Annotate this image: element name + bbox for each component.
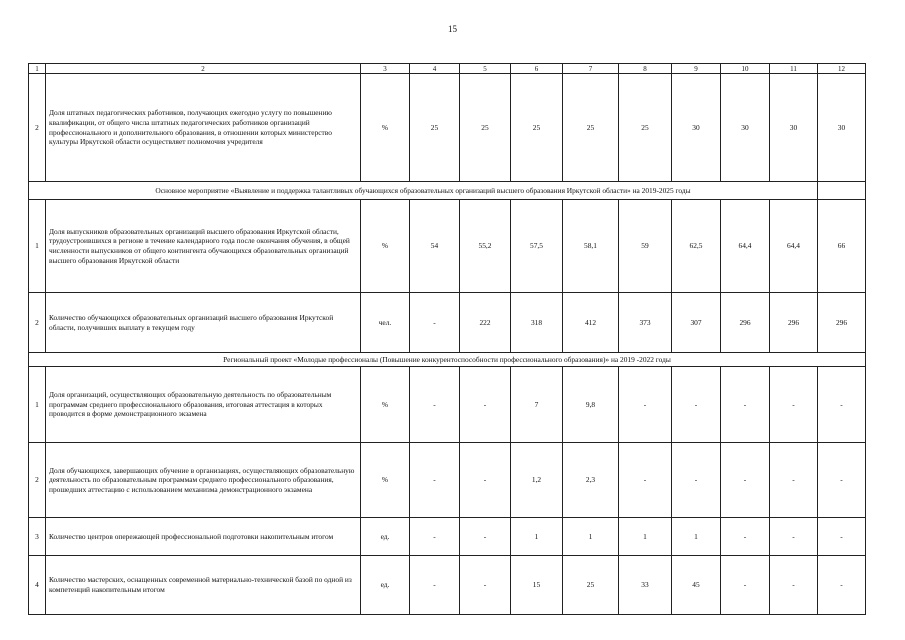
table-row: [29, 556, 866, 615]
value-cell: 54: [410, 200, 460, 293]
value-cell: -: [770, 556, 818, 615]
unit-cell: ед.: [361, 556, 410, 615]
section-header-row: [29, 182, 866, 200]
value-cell: -: [460, 518, 511, 556]
indicator-description: Доля обучающихся, завершающих обучение в организациях, осуществляющих образовательную деятельность по образовательным программам среднего профессионального образования, прошедших аттестацию с использованием механизма демонстрационного экзамена: [46, 443, 361, 518]
value-cell: -: [619, 367, 672, 443]
value-cell: 1: [511, 518, 563, 556]
value-cell: 30: [770, 74, 818, 182]
indicator-description: Доля выпускников образовательных организаций высшего образования Иркутской области, трудоустроившихся в регионе в течение календарного года после окончания обучения, в общей численности выпускников от общего контингента обучающихся образовательных организаций высшего образования Иркутской области: [46, 200, 361, 293]
value-cell: 15: [511, 556, 563, 615]
value-cell: 30: [721, 74, 770, 182]
empty-cell: [818, 182, 866, 200]
section-title: Региональный проект «Молодые профессионалы (Повышение конкурентоспособности профессионального образования)» на 2019 -2022 годы: [29, 353, 866, 367]
table-row: [29, 443, 866, 518]
value-cell: -: [721, 518, 770, 556]
value-cell: -: [721, 556, 770, 615]
indicator-description: Доля штатных педагогических работников, получающих ежегодно услугу по повышению квалификации, от общего числа штатных педагогических работников организаций профессионального и дополнительного образования, в отношении которых министерство культуры Иркутской области осуществляет полномочия учредителя: [46, 74, 361, 182]
row-number: 2: [29, 74, 46, 182]
table-row: [29, 293, 866, 353]
table-row: [29, 74, 866, 182]
unit-cell: %: [361, 74, 410, 182]
value-cell: 57,5: [511, 200, 563, 293]
value-cell: 62,5: [672, 200, 721, 293]
table-row: [29, 367, 866, 443]
value-cell: 9,8: [563, 367, 619, 443]
value-cell: -: [672, 367, 721, 443]
value-cell: -: [818, 367, 866, 443]
value-cell: 66: [818, 200, 866, 293]
value-cell: 45: [672, 556, 721, 615]
value-cell: 25: [460, 74, 511, 182]
value-cell: 25: [619, 74, 672, 182]
value-cell: -: [770, 367, 818, 443]
row-number: 2: [29, 443, 46, 518]
column-number: 3: [361, 64, 410, 74]
unit-cell: ед.: [361, 518, 410, 556]
page-number: 15: [448, 24, 457, 34]
value-cell: 55,2: [460, 200, 511, 293]
value-cell: -: [410, 518, 460, 556]
value-cell: 7: [511, 367, 563, 443]
value-cell: -: [460, 367, 511, 443]
section-title: Основное мероприятие «Выявление и поддержка талантливых обучающихся образовательных организаций высшего образования Иркутской области» на 2019-2025 годы: [29, 182, 818, 200]
value-cell: 33: [619, 556, 672, 615]
value-cell: 1: [619, 518, 672, 556]
value-cell: -: [460, 443, 511, 518]
value-cell: -: [818, 556, 866, 615]
value-cell: -: [770, 443, 818, 518]
value-cell: 2,3: [563, 443, 619, 518]
column-number: 11: [770, 64, 818, 74]
value-cell: 1: [563, 518, 619, 556]
indicator-description: Количество мастерских, оснащенных современной материально-технической базой по одной из компетенций накопительным итогом: [46, 556, 361, 615]
section-header-row: [29, 353, 866, 367]
indicator-description: Доля организаций, осуществляющих образовательную деятельность по образовательным программам среднего профессионального образования, итоговая аттестация в которых проводится в форме демонстрационного экзамена: [46, 367, 361, 443]
indicator-description: Количество центров опережающей профессиональной подготовки накопительным итогом: [46, 518, 361, 556]
value-cell: -: [619, 443, 672, 518]
value-cell: 58,1: [563, 200, 619, 293]
value-cell: -: [410, 443, 460, 518]
value-cell: 64,4: [721, 200, 770, 293]
value-cell: -: [672, 443, 721, 518]
value-cell: 59: [619, 200, 672, 293]
value-cell: -: [410, 556, 460, 615]
value-cell: 222: [460, 293, 511, 353]
value-cell: 30: [672, 74, 721, 182]
column-number: 7: [563, 64, 619, 74]
value-cell: 1,2: [511, 443, 563, 518]
column-number: 8: [619, 64, 672, 74]
value-cell: 64,4: [770, 200, 818, 293]
column-number: 1: [29, 64, 46, 74]
column-number: 9: [672, 64, 721, 74]
value-cell: -: [721, 367, 770, 443]
indicator-description: Количество обучающихся образовательных организаций высшего образования Иркутской области, получивших выплату в текущем году: [46, 293, 361, 353]
indicators-table: [28, 63, 866, 615]
value-cell: 25: [563, 74, 619, 182]
unit-cell: %: [361, 200, 410, 293]
value-cell: 296: [770, 293, 818, 353]
value-cell: -: [770, 518, 818, 556]
value-cell: 30: [818, 74, 866, 182]
table-row: [29, 200, 866, 293]
row-number: 1: [29, 367, 46, 443]
value-cell: 296: [721, 293, 770, 353]
value-cell: 373: [619, 293, 672, 353]
value-cell: -: [410, 367, 460, 443]
value-cell: -: [818, 443, 866, 518]
row-number: 4: [29, 556, 46, 615]
row-number: 2: [29, 293, 46, 353]
value-cell: 318: [511, 293, 563, 353]
column-number-row: [29, 64, 866, 74]
value-cell: -: [818, 518, 866, 556]
row-number: 3: [29, 518, 46, 556]
unit-cell: %: [361, 443, 410, 518]
value-cell: -: [460, 556, 511, 615]
column-number: 2: [46, 64, 361, 74]
unit-cell: %: [361, 367, 410, 443]
value-cell: 25: [563, 556, 619, 615]
unit-cell: чел.: [361, 293, 410, 353]
value-cell: -: [721, 443, 770, 518]
value-cell: 296: [818, 293, 866, 353]
value-cell: 412: [563, 293, 619, 353]
row-number: 1: [29, 200, 46, 293]
column-number: 6: [511, 64, 563, 74]
value-cell: 1: [672, 518, 721, 556]
table-row: [29, 518, 866, 556]
column-number: 5: [460, 64, 511, 74]
value-cell: 307: [672, 293, 721, 353]
column-number: 10: [721, 64, 770, 74]
value-cell: 25: [410, 74, 460, 182]
column-number: 12: [818, 64, 866, 74]
value-cell: 25: [511, 74, 563, 182]
column-number: 4: [410, 64, 460, 74]
value-cell: -: [410, 293, 460, 353]
